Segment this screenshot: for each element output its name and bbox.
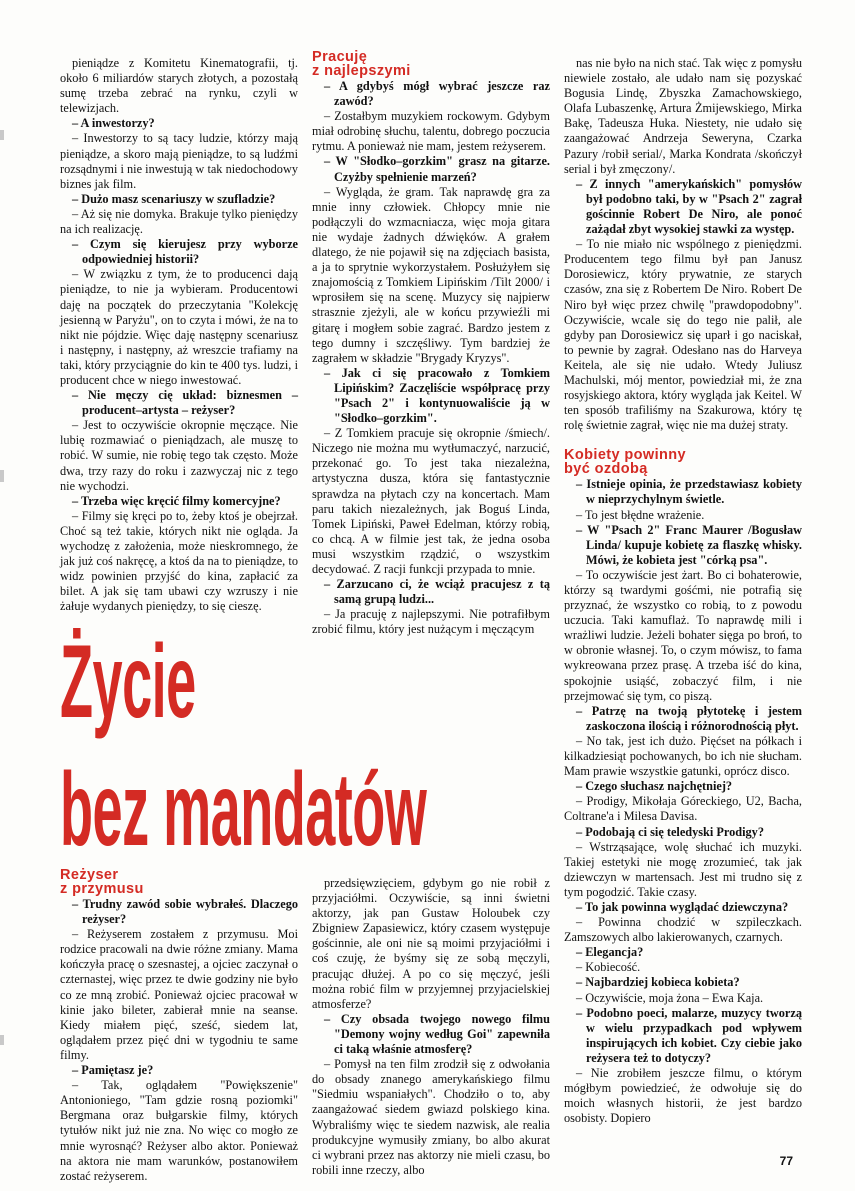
interview-question: – Patrzę na twoją płytotekę i jestem zaskoczona ilością i różnorodnością płyt. — [576, 703, 802, 733]
section-heading-line-1: Kobiety powinny — [564, 447, 686, 464]
interview-question: – Czy obsada twojego nowego filmu "Demony wojny według Goi" zapewniła ci taką właśnie atmosferę? — [324, 1011, 550, 1057]
column-3 — [564, 56, 802, 1146]
interview-question: – W "Psach 2" Franc Maurer /Bogusław Linda/ kupuje kobietę za flaszkę whisky. Mówi, że kobieta jest "córką psa". — [576, 522, 802, 567]
interview-question: – Czego słuchasz najchętniej? — [576, 779, 733, 794]
interview-question: – Podobają ci się teledyski Prodigy? — [576, 824, 764, 839]
scan-edge-mark — [0, 1035, 4, 1045]
interview-answer: – Powinna chodzić w szpileczkach. Zamszowych albo lakierowanych, czarnych. — [564, 915, 802, 945]
section-heading — [564, 448, 802, 476]
interview-answer: – W związku z tym, że to producenci dają pieniądze, to nie ja wybieram. Producentowi daję na początek do przeczytania "Kolekcję jesienną w Paryżu", on to czyta i mówi, że na to nikt nie pójdzie. Więc daję następny scenariusz i następny, i następny, aż wreszcie trafiamy na taki, który przyciągnie do kin te 400 tys. ludzi, i producent chce w niego inwestować. — [60, 267, 298, 387]
interview-question: – Pamiętasz je? — [72, 1063, 154, 1078]
scan-edge-mark — [0, 470, 4, 482]
interview-answer: – Aż się nie domyka. Brakuje tylko pieniędzy na ich realizację. — [60, 206, 298, 237]
interview-question: – Najbardziej kobieca kobieta? — [576, 975, 740, 990]
interview-answer: – Reżyserem zostałem z przymusu. Moi rodzice pracowali na dwie różne zmiany. Mama kończyła pracę o szesnastej, a ojciec zaczynał o czternastej, więc przez te dwie godziny nie było co ze mną zrobić. Ponieważ ojciec pracował w kinie jako bileter, zabierał mnie na seanse. Kiedy miałem pięć, sześć, siedem lat, oglądałem przez pięć dni w tygodniu te same filmy. — [60, 927, 298, 1062]
interview-answer: – Prodigy, Mikołaja Góreckiego, U2, Bacha, Coltrane'a i Milesa Davisa. — [564, 794, 802, 824]
article-title-line-2: bez mandatów — [60, 752, 427, 868]
interview-answer: – To jest błędne wrażenie. — [576, 507, 705, 522]
interview-question: – W "Słodko–gorzkim" grasz na gitarze. Czyżby spełnienie marzeń? — [324, 154, 550, 184]
paragraph-gap — [564, 433, 802, 448]
section-heading-line-2: być ozdobą — [564, 461, 648, 478]
interview-question: – Podobno poeci, malarze, muzycy tworzą w wielu przypadkach pod wpływem inspirujących ich kobiet. Czy ciebie jako reżysera też to dotyczy? — [576, 1005, 802, 1065]
section-heading-line-1: Reżyser — [60, 867, 119, 883]
interview-question: – Jak ci się pracowało z Tomkiem Lipińskim? Zaczęliście współpracę przy "Psach 2" i kontynuowaliście ją w "Słodko–gorzkim". — [324, 365, 550, 426]
column-2-lower — [312, 876, 550, 1177]
interview-answer: – Ja pracuję z najlepszymi. Nie potrafiłbym zrobić filmu, który jest nużącym i męczącym — [312, 607, 550, 637]
column-1-lower — [60, 867, 298, 1183]
interview-question: – Elegancja? — [576, 945, 644, 960]
page-number: 77 — [779, 1154, 793, 1168]
section-heading-line-2: z przymusu — [60, 881, 144, 897]
interview-answer: pieniądze z Komitetu Kinematografii, tj. około 6 miliardów starych złotych, a pozostałą sumę trzeba zebrać na rynku, czyli w telewizjach. — [60, 56, 298, 116]
interview-answer: – Z Tomkiem pracuje się okropnie /śmiech/. Niczego nie można mu wytłumaczyć, narzucić, przekonać go. To jest taka niezależna, artystyczna dusza, która się fantastycznie sprawdza na płytach czy na koncertach. Mam paru takich niezależnych, jak Boguś Linda, Tomek Lipiński, Paweł Edelman, którzy robią, co chcą. A w filmie jest tak, że jedna osoba musi wszystkim rządzić, o wszystkim decydować. Z racji funkcji przypada to mnie. — [312, 426, 550, 576]
section-heading — [60, 868, 298, 896]
section-heading-line-1: Pracuję — [312, 49, 368, 65]
interview-question: – A inwestorzy? — [72, 116, 155, 131]
interview-answer: – Inwestorzy to są tacy ludzie, którzy mają pieniądze, a skoro mają pieniądze, to są ludźmi rozsądnymi i nie inwestują w tak niedochodowy biznes jak film. — [60, 131, 298, 191]
interview-question: – Dużo masz scenariuszy w szufladzie? — [72, 191, 276, 206]
interview-answer: – Jest to oczywiście okropnie męczące. Nie lubię rozmawiać o pieniądzach, ale muszę to robić. W sumie, nie robię tego tak często. Może dwa, trzy razy do roku i zazwyczaj nic z tego nie wychodzi. — [60, 418, 298, 493]
scan-edge-mark — [0, 130, 4, 140]
interview-question: – Trzeba więc kręcić filmy komercyjne? — [72, 493, 281, 508]
interview-answer: nas nie było na nich stać. Tak więc z pomysłu niewiele zostało, ale udało nam się pozyskać Bogusia Lindę, Zbyszka Zamachowskiego, Olafa Lubaszenkę, Artura Żmijewskiego, Mirka Bakę, Tadeusza Huka. Niestety, nie udało się zaangażować Andrzeja Seweryna, Czarka Pazury /robił serial/, Marka Kondrata /skończył serial i był zmęczony/. — [564, 56, 802, 176]
column-1-upper — [60, 56, 298, 622]
column-2-upper — [312, 49, 550, 637]
interview-answer: – Filmy się kręci po to, żeby ktoś je obejrzał. Choć są też takie, których nikt nie ogląda. Ja wychodzę z założenia, może nieskromnego, że jak już coś nakręcę, a ktoś da na to pieniądze, to widz powinien przyjść do kina, zapłacić za bilet. A jak się tam ubawi czy wzruszy i nie żałuje wydanych pieniędzy, to się cieszę. — [60, 508, 298, 614]
interview-answer: – Wstrząsające, wolę słuchać ich muzyki. Takiej estetyki nie mogę zrozumieć, tak jak dziewczyn w martensach. Jest mi trudno się z tym pogodzić. Takie czasy. — [564, 839, 802, 899]
interview-question: – A gdybyś mógł wybrać jeszcze raz zawód? — [324, 79, 550, 109]
interview-answer: – Tak, oglądałem "Powiększenie" Antonioniego, "Tam gdzie rosną poziomki" Bergmana oraz bułgarskie filmy, których tytułów nikt już nie zna. No więc co mogło ze mnie wyrosnąć? Reżyser albo aktor. Ponieważ na aktora nie mam warunków, postanowiłem zostać reżyserem. — [60, 1078, 298, 1183]
interview-question: – Trudny zawód sobie wybrałeś. Dlaczego reżyser? — [72, 897, 298, 927]
interview-question: – Czym się kierujesz przy wyborze odpowiedniej historii? — [72, 237, 298, 267]
interview-question: – To jak powinna wyglądać dziewczyna? — [576, 899, 789, 914]
interview-answer: – To oczywiście jest żart. Bo ci bohaterowie, którzy są twardymi gośćmi, nie potrafią się przyznać, że wszystko co robią, to z powodu uczucia. Taki kamuflaż. To naprawdę mili i wrażliwi ludzie. Jeżeli bohater sięga po broń, to w obronie własnej. To, o czym mówisz, to fama wykreowana przez prasę. A trzeba iść do kina, spokojnie usiąść, zobaczyć film, i nie przejmować się tym, co piszą. — [564, 567, 802, 703]
interview-answer: – Wygląda, że gram. Tak naprawdę gra za mnie inny człowiek. Chłopcy mnie nie podłączyli do wzmacniacza, więc moja gitara nie wydaje żadnych dźwięków. A grałem dlatego, że nie pojawił się na zdjęciach basista, a ja to sprytnie wykorzystałem. Posłużyłem się znajomością z Tomkiem Lipińskim /Tilt 2000/ i wprosiłem się na scenę. Muzycy się najpierw strasznie zjeżyli, ale w końcu przywieźli mi gitarę i mogłem sobie zagrać. Bardzo jestem z tego dumny i szczęśliwy. Tym bardziej że zagrałem w składzie "Brygady Kryzys". — [312, 184, 550, 365]
interview-answer: – Kobiecość. — [576, 960, 641, 975]
interview-answer: – Oczywiście, moja żona – Ewa Kaja. — [576, 990, 764, 1005]
interview-question: – Z innych "amerykańskich" pomysłów był podobno taki, by w "Psach 2" zagrał gościnnie Robert De Niro, ale ponoć zażądał zbyt wysokiej stawki za występ. — [576, 176, 802, 237]
interview-answer: – Zostałbym muzykiem rockowym. Gdybym miał odrobinę słuchu, talentu, dobrego poczucia rytmu. A ponieważ nie mam, jestem reżyserem. — [312, 109, 550, 154]
interview-answer: – To nie miało nic wspólnego z pieniędzmi. Producentem tego filmu był pan Janusz Dorosiewicz, który prywatnie, ze starych czasów, zna się z Robertem De Niro. Robert De Niro był więc przez chwilę "prawdopodobny". Oczywiście, wcale się do tego nie palił, ale gdyby pan Dorosiewicz się uparł i go naciskał, to pewnie by zagrał. Odesłano nas do Harveya Keitela, ale się nie udało. Wtedy Juliusz Machulski, mój mentor, powiedział mi, że zna rosyjskiego aktora, który wygląda jak Keitel. W ten sposób trafiliśmy na Szakurowa, który tę rolę świetnie zagrał, więc nie ma dużej straty. — [564, 237, 802, 433]
interview-answer: – Pomysł na ten film zrodził się z odwołania do obsady znanego amerykańskiego filmu "Siedmiu wspaniałych". Chodziło o to, aby zaangażować siedem gwiazd polskiego kina. Wybraliśmy więc te siedem nazwisk, ale realia produkcyjne wymusiły zmiany, bo albo akurat ci wybrani przez nas aktorzy nie mieli czasu, bo robili inne rzeczy, albo — [312, 1057, 550, 1177]
interview-question: – Zarzucano ci, że wciąż pracujesz z tą samą grupą ludzi... — [324, 577, 550, 607]
interview-answer: – No tak, jest ich dużo. Pięćset na półkach i kilkadziesiąt pochowanych, bo ich nie słucham. Mam prawie wszystkie gatunki, oprócz disco. — [564, 733, 802, 779]
interview-answer: przedsięwzięciem, gdybym go nie robił z przyjaciółmi. Oczywiście, są inni świetni aktorzy, jak pan Gustaw Holoubek czy Zbigniew Zapasiewicz, który czasem występuje gościnnie, ale oni nie są moimi przyjaciółmi i coś czuję, że byśmy się ze sobą męczyli, pracując dłużej. A po co się męczyć, jeśli można robić film w przyjemnej przyjacielskiej atmosferze? — [312, 876, 550, 1011]
section-heading-line-2: z najlepszymi — [312, 63, 411, 79]
section-heading — [312, 50, 550, 78]
article-title-line-1: Życie — [60, 624, 196, 740]
interview-question: – Istnieje opinia, że przedstawiasz kobiety w nieprzychylnym świetle. — [576, 477, 802, 507]
interview-question: – Nie męczy cię układ: biznesmen – producent–artysta – reżyser? — [72, 388, 298, 418]
interview-answer: – Nie zrobiłem jeszcze filmu, o którym mógłbym powiedzieć, że odwołuje się do moich własnych historii, że jest bardzo osobisty. Dopiero — [564, 1066, 802, 1126]
